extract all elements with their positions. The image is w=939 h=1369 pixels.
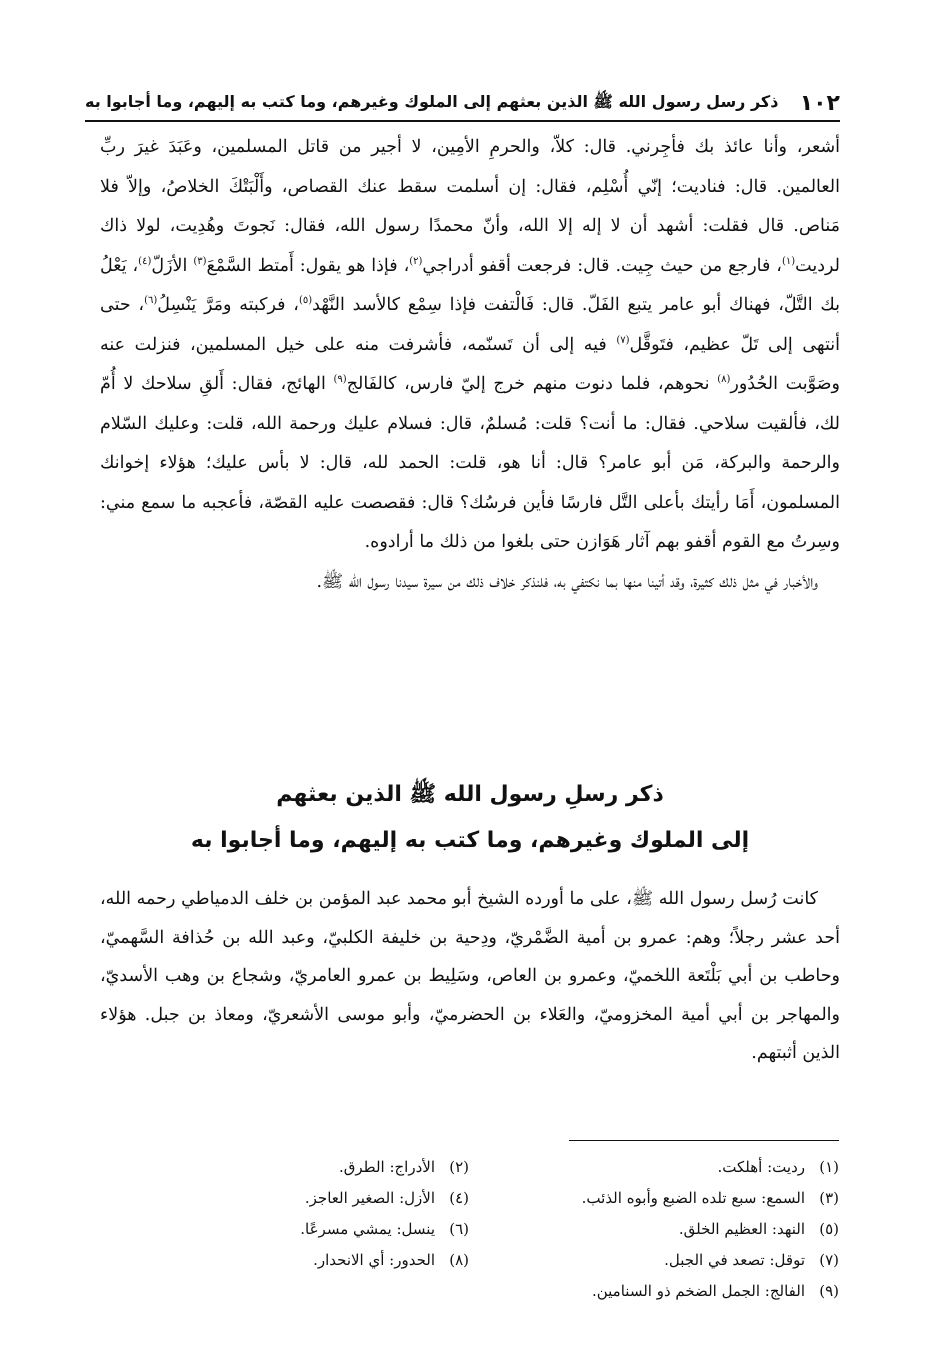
running-header — [85, 86, 840, 122]
footnote-7: (٧)توقل: تصعد في الجبل. — [664, 1251, 839, 1269]
footnote-4: (٤)الأزل: الصغير العاجز. — [304, 1189, 469, 1207]
footnote-9: (٩)الفالج: الجمل الضخم ذو السنامين. — [591, 1282, 839, 1300]
footnote-5: (٥)النهد: العظيم الخلق. — [678, 1220, 839, 1238]
footnote-3: (٣)السمع: سبع تلده الضبع وأبوه الذئب. — [581, 1189, 839, 1207]
main-text — [100, 128, 840, 602]
page-number: ١٠٢ — [799, 90, 840, 116]
footnote-ref-1: (١) — [781, 255, 796, 267]
footnote-ref-8: (٨) — [717, 374, 731, 386]
footnote-ref-2: (٢) — [409, 255, 423, 267]
footnote-8: (٨)الحدور: أي الانحدار. — [313, 1251, 469, 1269]
paragraph-1: أشعر، وأنا عائذ بك فأجِرني. قال: كلاّ، والحرمِ الأمِين، لا أجير من قاتل المسلمين، وعَبَدَ غيرَ ربِّ العالمين. قال: فناديت؛ إنّي أُسْلِم، فقال: إن أسلمت سقط عنك القصاص، وأَلْبَتْكَ الخلاصُ، وإلاّ فلا مَناص. قال فقلت: أشهد أن لا إله إلا الله، وأنّ محمدًا رسول الله، فقال: نَجوتَ وهُدِيت، لولا ذاك لرديت$^{(١)}$، فارجع من حيث جِيت. قال: فرجعت أقفو أدراجي$^{(٢)}$، فإذا هو يقول: أَمتط السَّمْعَ$^{(٣)}$ الأزَلّ$^{(٤)}$، يَعْلُ بك التَّلّ، فهناك أبو عامر يتبع الفَلّ. قال: فَالْتفت فإذا سِمْع كالأسد النَّهْد$^{(٥)}$، فركبته ومَرَّ يَنْسِلُ$^{(٦)}$، حتى أنتهى إلى تَلّ عظيم، فتَوقَّل$^{(٧)}$ فيه إلى أن تَسنّمه، فأشرفت منه على خيل المسلمين، فنزلت عنه وصَوَّبت الحُدُور$^{(٨)}$ نحوهم، فلما دنوت منهم خرج إليّ فارس، كالفَالج$^{(٩)}$ الهائج، فقال: أَلقِ سلاحك لا أُمّ لك، فألقيت سلاحي. فقال: ما أنت؟ قلت: مُسلمٌ، قال: فسلام عليك ورحمة الله، قلت: وعليك السّلام والرحمة والبركة، مَن أبو عامر؟ قال: أنا هو، قلت: الحمد لله، قال: لا بأس عليك؛ هؤلاء إخوانك المسلمون، أَمَا رأيتك بأعلى التَّل فارسًا فأين فرسُك؟ قال: فقصصت عليه القصّة، فأعجبه ما سمع مني: وسِرتُ مع القوم أقفو بهم آثار هَوَازن حتى بلغوا من ذلك ما أرادوه. — [100, 137, 841, 552]
footnote-ref-6: (٦) — [144, 295, 158, 307]
footnote-ref-3: (٣) — [193, 255, 207, 267]
section-text — [100, 880, 840, 1073]
footnote-1: (١)رديت: أهلكت. — [717, 1158, 839, 1176]
footnote-separator — [569, 1140, 839, 1141]
footnote-ref-4: (٤) — [138, 255, 152, 267]
footnote-ref-9: (٩) — [333, 374, 347, 386]
footnote-2: (٢)الأدراج: الطرق. — [338, 1158, 469, 1176]
section-heading-line-2: إلى الملوك وغيرهم، وما كتب به إليهم، وما أجابوا به — [190, 828, 750, 853]
footnote-ref-5: (٥) — [298, 295, 313, 307]
section-heading — [100, 772, 840, 864]
section-heading-line-1: ذكر رسلِ رسول الله ﷺ الذين بعثهم — [276, 782, 664, 807]
section-paragraph: كانت رُسل رسول الله ﷺ، على ما أورده الشيخ أبو محمد عبد المؤمن بن خلف الدمياطي رحمه الله، أحد عشر رجلاً؛ وهم: عمرو بن أمية الضَّمْريّ، ودِحية بن خليفة الكلبيّ، وعبد الله بن حُذافة السَّهميّ، وحاطب بن أبي بَلْتَعة اللخميّ، وعمرو بن العاص، وسَلِيط بن عمرو العامريّ، وشجاع بن وهب الأسديّ، والمهاجر بن أبي أمية المخزوميّ، والعَلاء بن الحضرميّ، وأبو موسى الأشعريّ، ومعاذ بن جبل. هؤلاء الذين أثبتهم. — [100, 889, 840, 1063]
footnote-6: (٦)ينسل: يمشي مسرعًا. — [300, 1220, 469, 1238]
running-title: ذكر رسل رسول الله ﷺ الذين بعثهم إلى الملوك وغيرهم، وما كتب به إليهم، وما أجابوا به — [85, 91, 779, 111]
footnotes — [99, 1152, 839, 1307]
paragraph-2: والأخبار في مثل ذلك كثيرة، وقد أتينا منها بما نكتفي به، فلنذكر خلاف ذلك من سيرة سيدنا رسول الله ﷺ. — [316, 571, 818, 592]
footnote-ref-7: (٧) — [616, 334, 630, 346]
